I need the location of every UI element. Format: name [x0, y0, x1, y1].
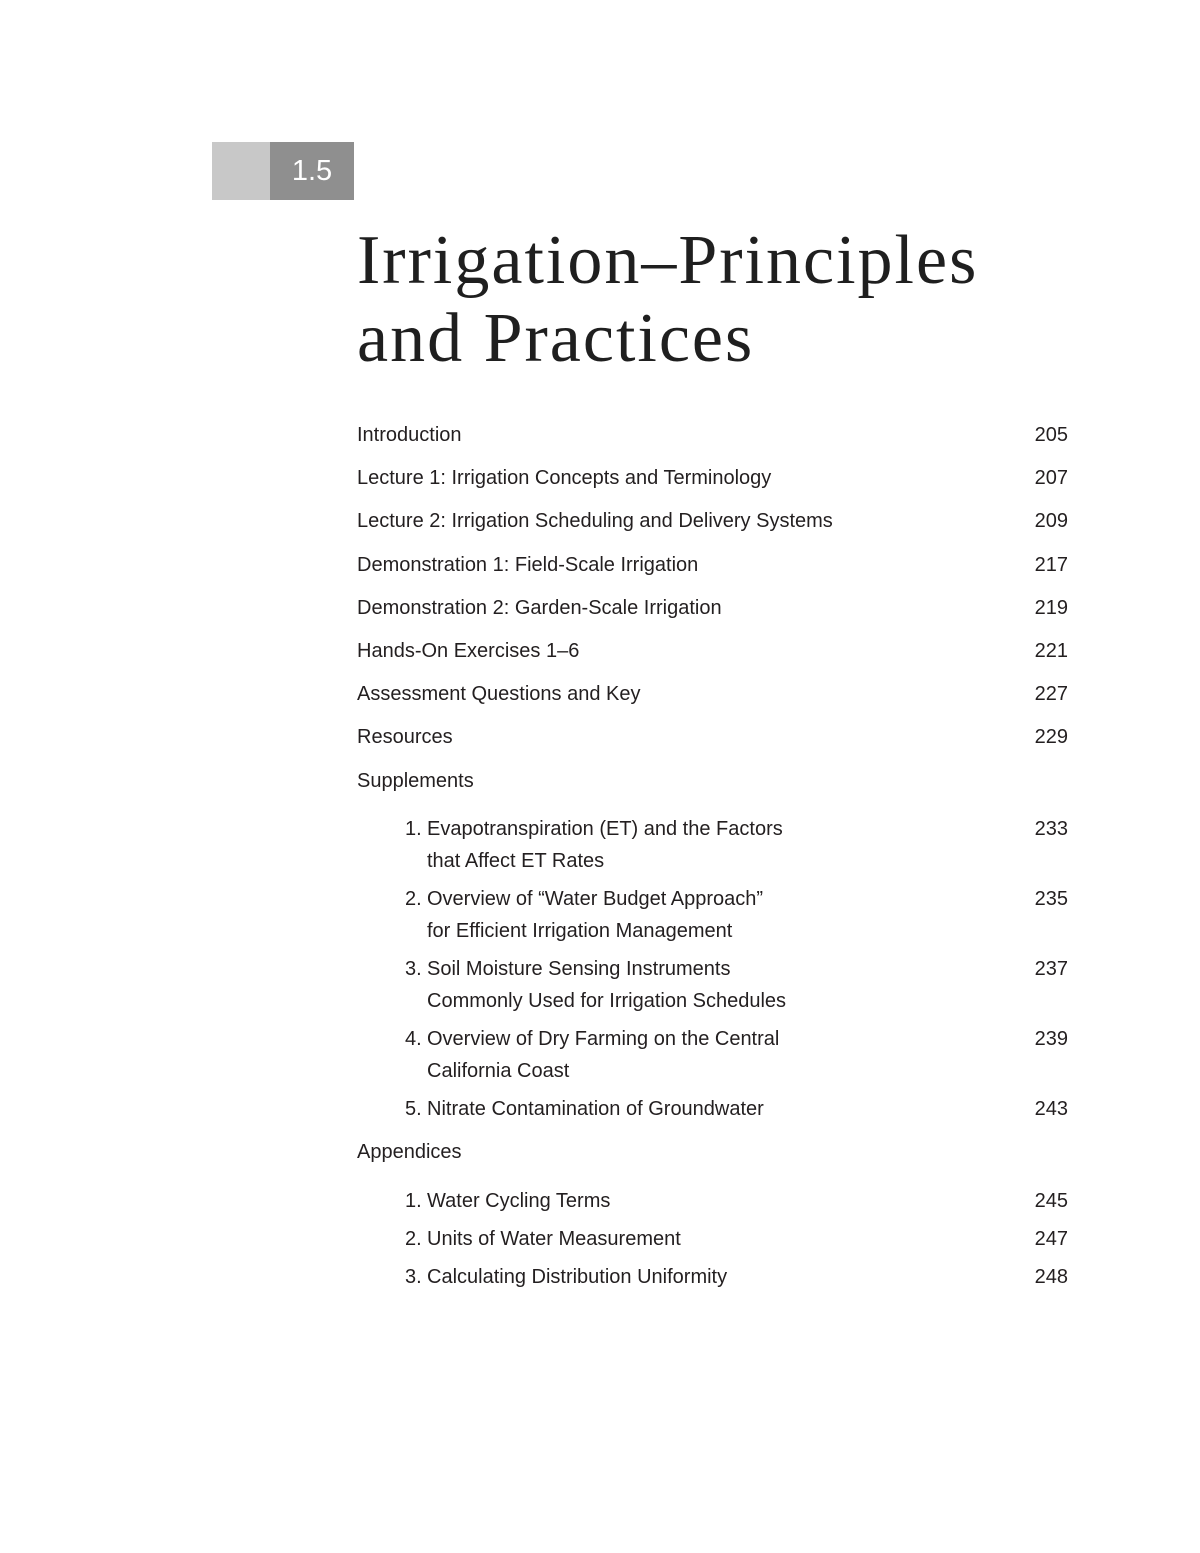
toc-entry-label: 1. Water Cycling Terms — [405, 1189, 611, 1212]
toc-heading-label: Supplements — [357, 769, 474, 792]
toc-entry-label: 3. Calculating Distribution Uniformity — [405, 1265, 728, 1288]
toc-entry-page: 237 — [1034, 957, 1068, 980]
toc-supplement-2[interactable] — [405, 883, 1068, 947]
toc-entry-label: 2. Overview of “Water Budget Approach” for Efficient Irrigation Management — [405, 887, 764, 942]
toc-entry-page: 227 — [1034, 683, 1068, 706]
toc-entry-label: 3. Soil Moisture Sensing Instruments Commonly Used for Irrigation Schedules — [405, 957, 787, 1012]
toc-entry-label: 5. Nitrate Contamination of Groundwater — [405, 1097, 764, 1120]
toc-entry-demonstration-2[interactable] — [357, 593, 1068, 636]
toc-entry-page: 221 — [1034, 639, 1068, 662]
toc-appendix-2[interactable] — [405, 1223, 1068, 1255]
toc-entry-label: Demonstration 2: Garden-Scale Irrigation — [357, 596, 722, 619]
toc-entry-page: 209 — [1034, 510, 1068, 533]
toc-entry-page: 235 — [1034, 887, 1068, 910]
toc-entry-label: Resources — [357, 726, 453, 749]
section-number: 1.5 — [270, 142, 354, 200]
toc-entry-page: 205 — [1034, 424, 1068, 446]
toc-appendix-1[interactable] — [405, 1185, 1068, 1217]
toc-entry-page: 247 — [1034, 1227, 1068, 1250]
toc-entry-page: 239 — [1034, 1027, 1068, 1050]
toc-heading-label: Appendices — [357, 1140, 462, 1163]
toc-entry-page: 245 — [1034, 1189, 1068, 1212]
toc-supplement-3[interactable] — [405, 953, 1068, 1017]
toc-entry-label: Introduction — [357, 424, 462, 446]
section-tab-block — [212, 142, 270, 200]
toc-heading-appendices — [357, 1137, 1068, 1180]
toc-supplement-4[interactable] — [405, 1023, 1068, 1087]
toc-entry-page: 219 — [1034, 596, 1068, 619]
toc-entry-hands-on-exercises[interactable] — [357, 636, 1068, 679]
toc-entry-page: 233 — [1034, 817, 1068, 840]
toc-entry-label: 2. Units of Water Measurement — [405, 1227, 681, 1250]
toc-entry-label: Hands-On Exercises 1–6 — [357, 639, 580, 662]
toc-appendix-3[interactable] — [405, 1261, 1068, 1293]
toc-supplement-5[interactable] — [405, 1093, 1068, 1125]
toc-entry-lecture-2[interactable] — [357, 506, 1068, 549]
toc-entry-label: Lecture 2: Irrigation Scheduling and Delivery Systems — [357, 510, 833, 533]
section-tab — [212, 142, 354, 200]
chapter-title — [357, 222, 1137, 378]
toc-heading-supplements — [357, 766, 1068, 809]
toc-entry-resources[interactable] — [357, 722, 1068, 765]
toc-entry-demonstration-1[interactable] — [357, 550, 1068, 593]
toc-entry-label: 4. Overview of Dry Farming on the Central California Coast — [405, 1027, 780, 1082]
toc-entry-label: Demonstration 1: Field-Scale Irrigation — [357, 553, 699, 576]
chapter-title-line-2: and Practices — [357, 300, 755, 377]
toc-entry-page: 207 — [1034, 467, 1068, 490]
toc-entry-label: Assessment Questions and Key — [357, 683, 641, 706]
toc-entry-page: 243 — [1034, 1097, 1068, 1120]
toc-entry-introduction[interactable] — [357, 420, 1068, 463]
toc-entry-assessment[interactable] — [357, 679, 1068, 722]
toc-entry-page: 229 — [1034, 726, 1068, 749]
toc-entry-page: 248 — [1034, 1265, 1068, 1288]
toc-entry-lecture-1[interactable] — [357, 463, 1068, 506]
toc-entry-label: 1. Evapotranspiration (ET) and the Factors that Affect ET Rates — [405, 817, 783, 872]
table-of-contents — [357, 420, 1068, 1299]
toc-entry-label: Lecture 1: Irrigation Concepts and Terminology — [357, 467, 772, 490]
toc-supplement-1[interactable] — [405, 813, 1068, 877]
toc-entry-page: 217 — [1034, 553, 1068, 576]
chapter-title-line-1: Irrigation–Principles — [357, 222, 979, 299]
